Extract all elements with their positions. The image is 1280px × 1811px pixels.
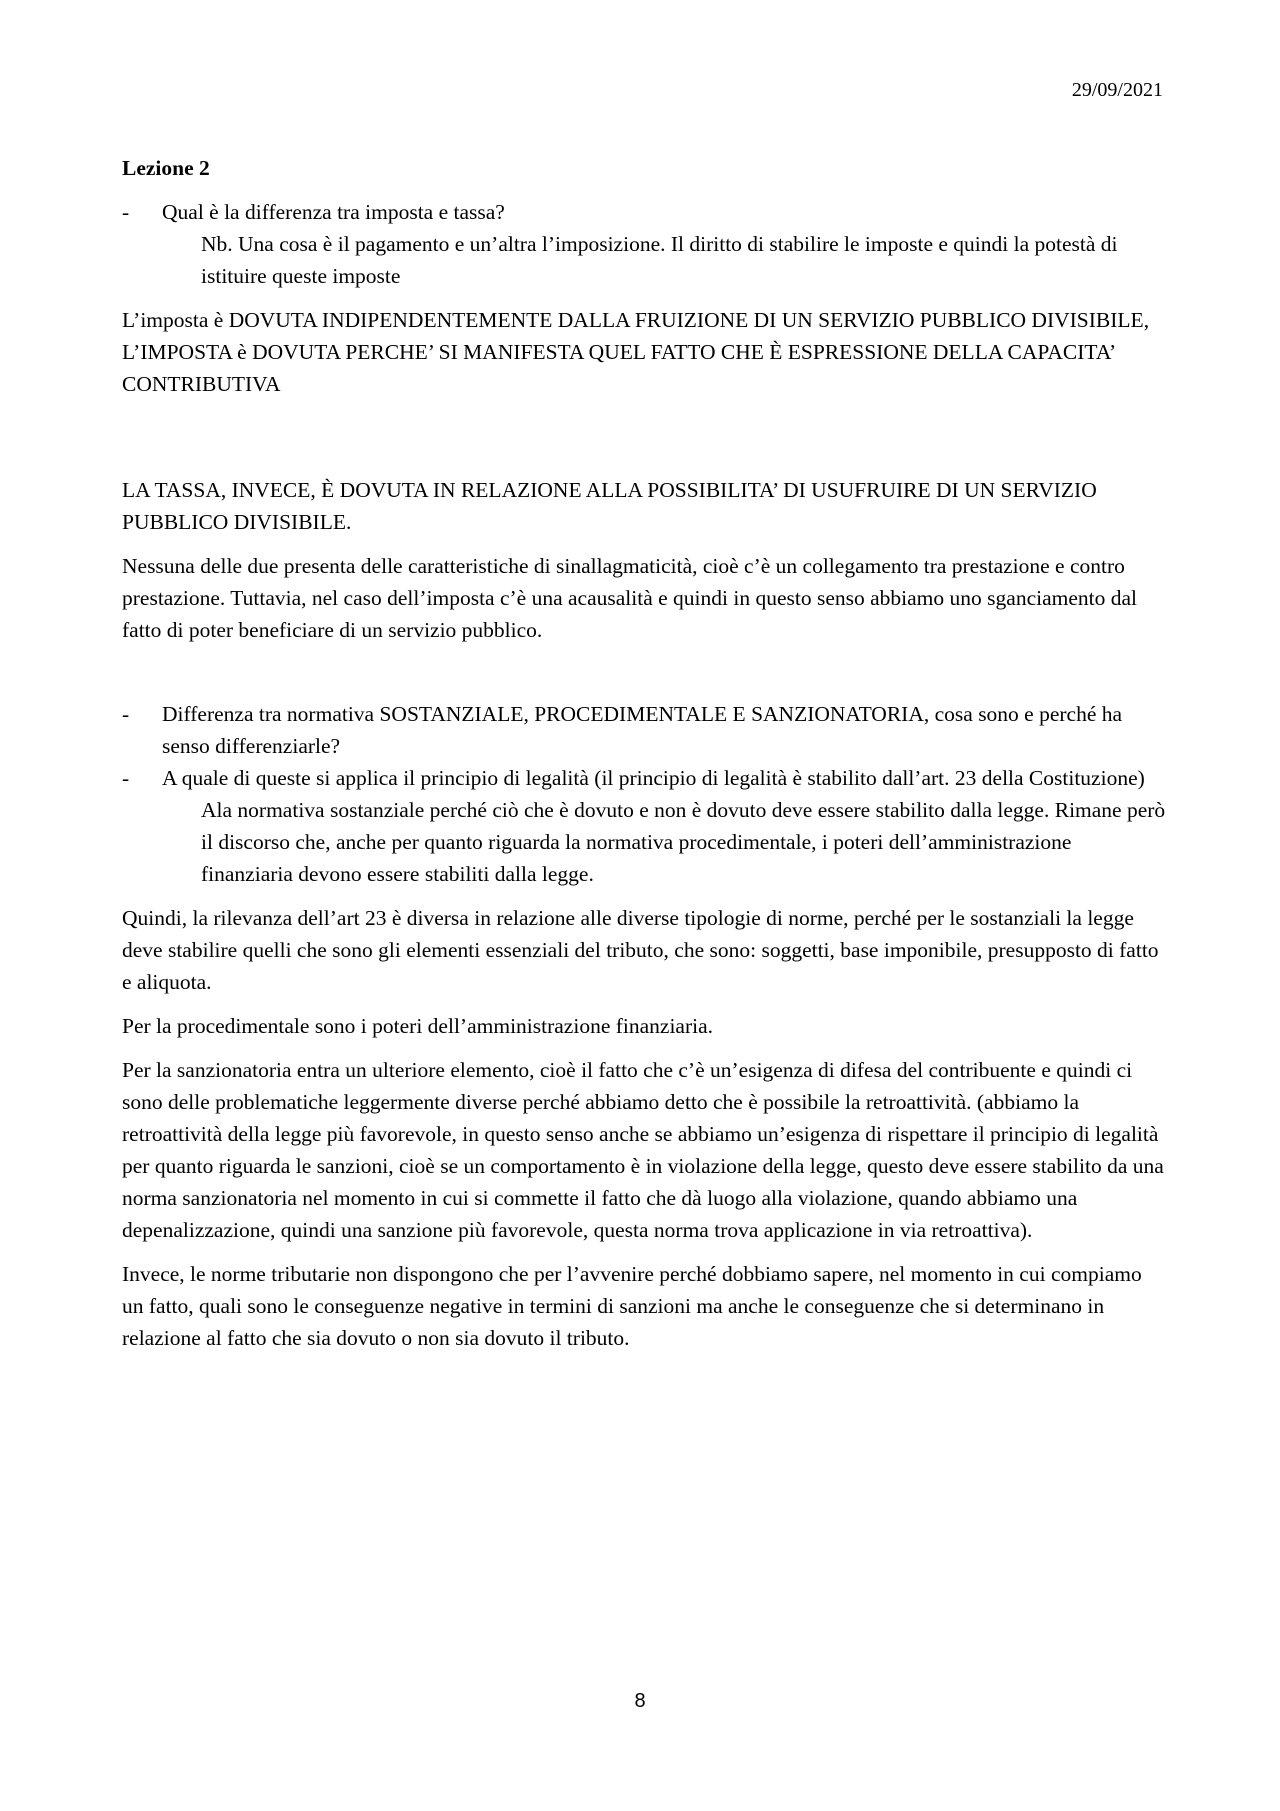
paragraph-norme-tributarie: Invece, le norme tributarie non dispongono che per l’avvenire perché dobbiamo sapere, nel momento in cui compiamo un fatto, quali sono le conseguenze negative in termini di sanzioni ma anche le conseguenze che si determinano in relazione al fatto che sia dovuto o non sia dovuto il tributo. <box>122 1262 1142 1350</box>
lesson-title: Lezione 2 <box>122 156 210 180</box>
paragraph-procedimentale: Per la procedimentale sono i poteri dell’amministrazione finanziaria. <box>122 1014 714 1038</box>
page-number: 8 <box>634 1690 646 1712</box>
bullet-question-normative <box>122 698 1167 762</box>
bullet-dash: - <box>122 702 130 726</box>
bullet-question-tax-difference <box>122 196 1167 228</box>
note-text: Ala normativa sostanziale perché ciò che è dovuto e non è dovuto deve essere stabilito dalla legge. Rimane però il discorso che, anche per quanto riguarda la normativa procedimentale, i poteri dell’amministrazione finanziaria devono essere stabiliti dalla legge. <box>201 798 1166 886</box>
paragraph-sinallagmaticita: Nessuna delle due presenta delle caratteristiche di sinallagmaticità, cioè c’è un collegamento tra prestazione e contro prestazione. Tuttavia, nel caso dell’imposta c’è una acausalità e quindi in questo senso abbiamo uno sganciamento dal fatto di poter beneficiare di un servizio pubblico. <box>122 554 1138 642</box>
paragraph-rilevanza: Quindi, la rilevanza dell’art 23 è diversa in relazione alle diverse tipologie di norme, perché per le sostanziali la legge deve stabilire quelli che sono gli elementi essenziali del tributo, che sono: soggetti, base imponibile, presupposto di fatto e aliquota. <box>122 906 1159 994</box>
note-text: Nb. Una cosa è il pagamento e un’altra l’imposizione. Il diritto di stabilire le imposte e quindi la potestà di istituire queste imposte <box>201 232 1118 288</box>
paragraph-tassa: LA TASSA, INVECE, È DOVUTA IN RELAZIONE ALLA POSSIBILITA’ DI USUFRUIRE DI UN SERVIZIO PUBBLICO DIVISIBILE. <box>122 478 1097 534</box>
question-text: A quale di queste si applica il principio di legalità (il principio di legalità è stabilito dall’art. 23 della Costituzione) <box>162 766 1145 790</box>
paragraph-imposta: L’imposta è DOVUTA INDIPENDENTEMENTE DALLA FRUIZIONE DI UN SERVIZIO PUBBLICO DIVISIBILE, L’IMPOSTA è DOVUTA PERCHE’ SI MANIFESTA QUEL FATTO CHE È ESPRESSIONE DELLA CAPACITA’ CONTRIBUTIVA <box>122 308 1150 396</box>
paragraph-sanzionatoria: Per la sanzionatoria entra un ulteriore elemento, cioè il fatto che c’è un’esigenza di difesa del contribuente e quindi ci sono delle problematiche leggermente diverse perché abbiamo detto che è possibile la retroattività. (abbiamo la retroattività della legge più favorevole, in questo senso anche se abbiamo un’esigenza di rispettare il principio di legalità per quanto riguarda le sanzioni, cioè se un comportamento è in violazione della legge, questo deve essere stabilito da una norma sanzionatoria nel momento in cui si commette il fatto che dà luogo alla violazione, quando abbiamo una depenalizzazione, quindi una sanzione più favorevole, questa norma trova applicazione in via retroattiva). <box>122 1058 1164 1242</box>
bullet-dash: - <box>122 766 130 790</box>
bullet-dash: - <box>122 200 130 224</box>
page-content <box>122 152 1167 1354</box>
question-text: Qual è la differenza tra imposta e tassa? <box>162 200 505 224</box>
question-text: Differenza tra normativa SOSTANZIALE, PROCEDIMENTALE E SANZIONATORIA, cosa sono e perché ha senso differenziarle? <box>162 702 1123 758</box>
bullet-question-legality <box>122 762 1167 794</box>
header-date: 29/09/2021 <box>1071 79 1163 101</box>
